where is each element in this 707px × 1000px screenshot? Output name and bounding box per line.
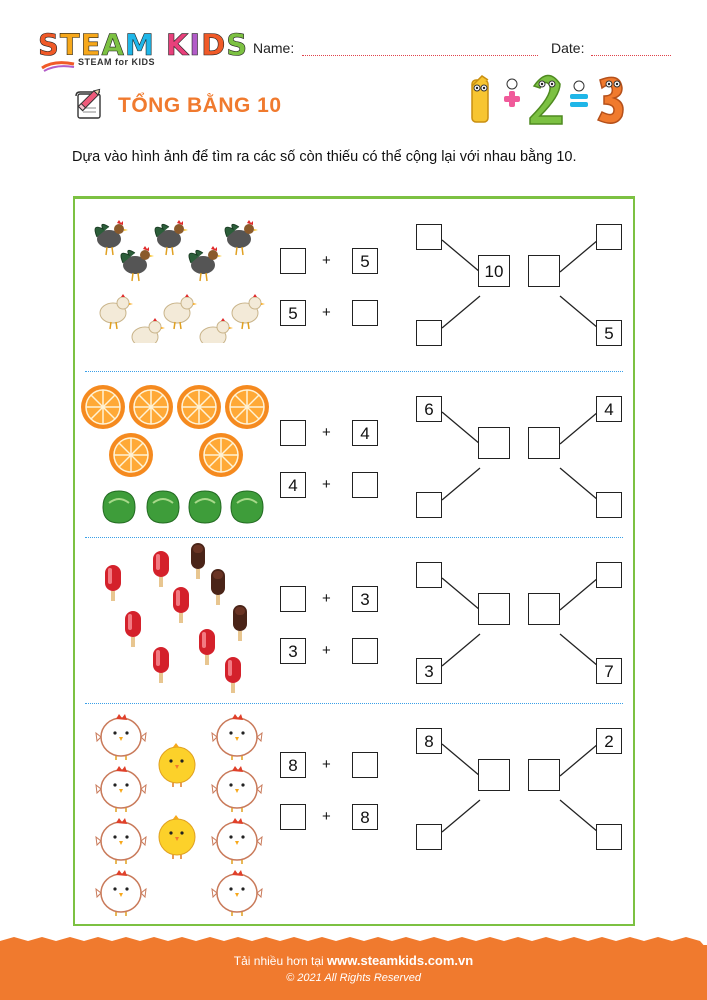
popsicles-picture <box>101 541 261 696</box>
logo-letter <box>155 28 166 62</box>
bond-left-top-box[interactable] <box>416 224 442 250</box>
logo-letter: K <box>165 28 190 62</box>
equation-1-right-box: 4 <box>352 420 378 446</box>
plus-sign: + <box>322 252 331 269</box>
logo-tagline: STEAM for KIDS <box>78 57 156 67</box>
bond-right-bottom-box[interactable] <box>596 824 622 850</box>
bond-left-bottom-box[interactable] <box>416 492 442 518</box>
plus-sign: + <box>322 756 331 773</box>
equation-2-left-box[interactable] <box>280 804 306 830</box>
footer-download-text <box>0 953 707 968</box>
pencil-paper-icon <box>74 88 104 120</box>
logo-letter: I <box>189 28 202 62</box>
plus-sign: + <box>322 304 331 321</box>
bond-left-top-box[interactable] <box>416 562 442 588</box>
logo-letter: S <box>38 28 60 62</box>
bond-right-bottom-box[interactable] <box>596 492 622 518</box>
plus-sign: + <box>322 808 331 825</box>
logo-wordmark <box>38 30 248 60</box>
logo-letter: T <box>59 28 81 62</box>
bond-left-top-box: 6 <box>416 396 442 422</box>
bond-left-center-box[interactable] <box>478 593 510 625</box>
plus-sign: + <box>322 424 331 441</box>
bond-left-center-box[interactable] <box>478 427 510 459</box>
worksheet-header <box>0 0 707 140</box>
equation-1-right-box: 3 <box>352 586 378 612</box>
bond-right-center-box[interactable] <box>528 593 560 625</box>
equation-1-left-box[interactable] <box>280 248 306 274</box>
bond-left-bottom-box[interactable] <box>416 824 442 850</box>
equation-1-right-box[interactable] <box>352 752 378 778</box>
equation-1-left-box[interactable] <box>280 420 306 446</box>
bond-left-top-box: 8 <box>416 728 442 754</box>
logo-letter: A <box>101 28 125 62</box>
logo-letter: S <box>226 28 249 62</box>
equation-2-left-box: 5 <box>280 300 306 326</box>
oranges-and-limes-picture <box>79 381 275 531</box>
bond-right-top-box: 4 <box>596 396 622 422</box>
bond-right-top-box[interactable] <box>596 224 622 250</box>
bond-left-bottom-box[interactable] <box>416 320 442 346</box>
bond-right-center-box[interactable] <box>528 255 560 287</box>
bond-left-center-box[interactable] <box>478 759 510 791</box>
bond-right-top-box: 2 <box>596 728 622 754</box>
bond-left-center-box: 10 <box>478 255 510 287</box>
steam-kids-logo <box>38 28 249 75</box>
equation-2-right-box[interactable] <box>352 300 378 326</box>
logo-letter: D <box>201 28 227 62</box>
equation-2-right-box: 8 <box>352 804 378 830</box>
bond-right-center-box[interactable] <box>528 427 560 459</box>
equation-1-left-box[interactable] <box>280 586 306 612</box>
equation-2-right-box[interactable] <box>352 638 378 664</box>
equation-1-right-box: 5 <box>352 248 378 274</box>
bond-right-center-box[interactable] <box>528 759 560 791</box>
bond-left-bottom-box: 3 <box>416 658 442 684</box>
worksheet-title: TỔNG BẰNG 10 <box>118 94 282 117</box>
plus-sign: + <box>322 590 331 607</box>
name-field[interactable] <box>302 55 538 56</box>
equation-2-right-box[interactable] <box>352 472 378 498</box>
bond-right-bottom-box: 5 <box>596 320 622 346</box>
footer-copyright: © 2021 All Rights Reserved <box>286 972 421 984</box>
equation-2-left-box: 4 <box>280 472 306 498</box>
plus-sign: + <box>322 642 331 659</box>
plus-sign: + <box>322 476 331 493</box>
bond-right-bottom-box: 7 <box>596 658 622 684</box>
bond-right-top-box[interactable] <box>596 562 622 588</box>
number-characters-decoration <box>468 66 638 126</box>
roosters-and-hens-picture <box>91 213 271 343</box>
instruction-text: Dựa vào hình ảnh để tìm ra các số còn thiếu có thể cộng lại với nhau bằng 10. <box>72 149 577 165</box>
date-label: Date: <box>551 40 585 56</box>
logo-letter: E <box>80 28 102 62</box>
logo-swoosh-icon <box>40 58 76 72</box>
logo-letter: M <box>124 28 155 62</box>
date-field[interactable] <box>591 55 671 56</box>
chicks-picture <box>91 711 271 921</box>
footer-prefix: Tải nhiều hơn tại <box>233 954 328 968</box>
equation-2-left-box: 3 <box>280 638 306 664</box>
footer-website-link[interactable]: www.steamkids.com.vn <box>327 953 474 968</box>
equation-1-left-box: 8 <box>280 752 306 778</box>
name-label: Name: <box>253 40 295 56</box>
